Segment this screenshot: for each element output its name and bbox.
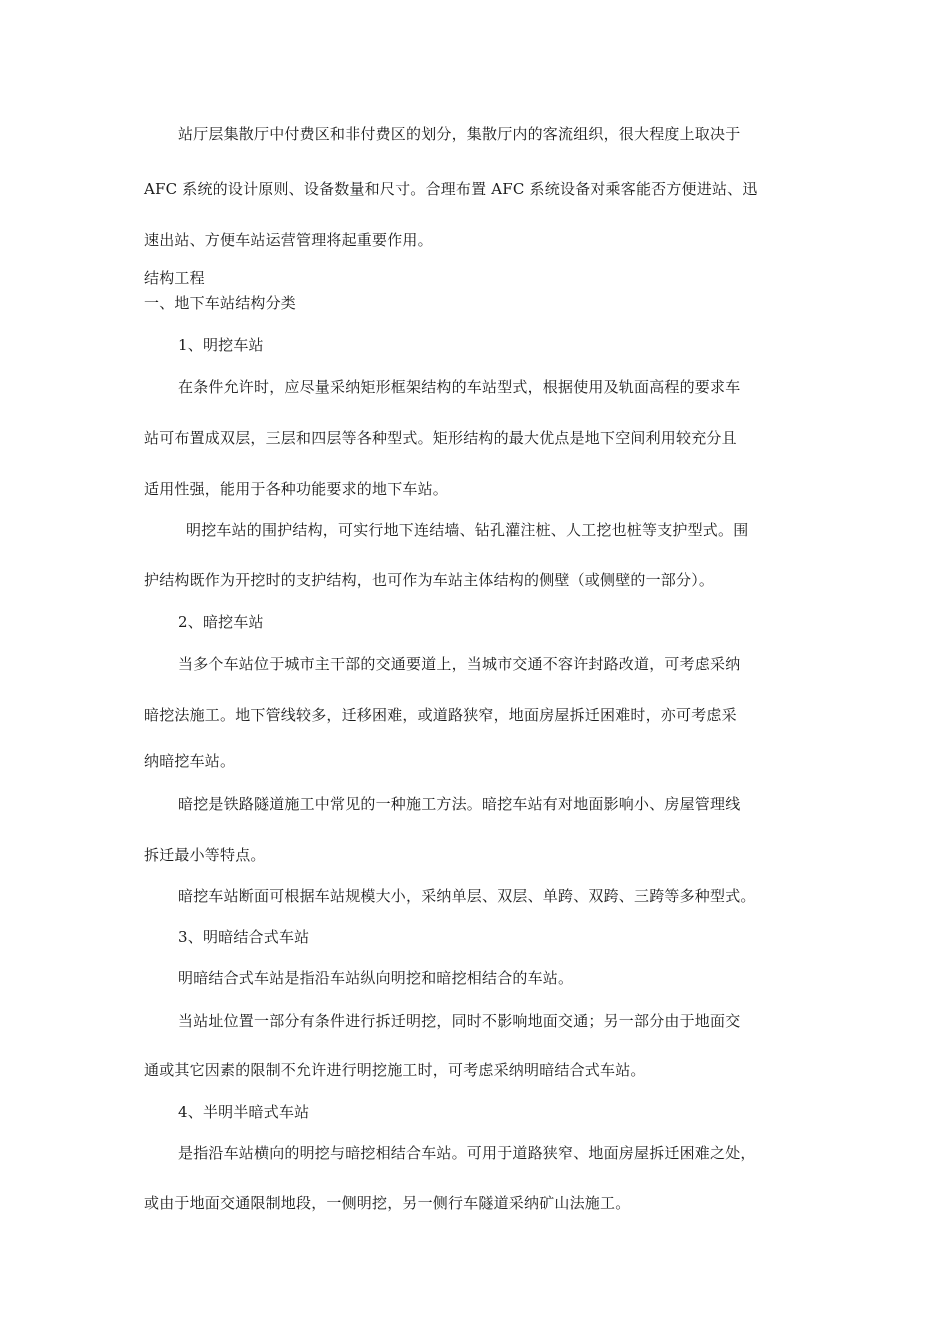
paragraph-line: 站厅层集散厅中付费区和非付费区的划分，集散厅内的客流组织，很大程度上取决于 (178, 125, 741, 143)
paragraph-line: 当站址位置一部分有条件进行拆迁明挖，同时不影响地面交通；另一部分由于地面交 (178, 1012, 741, 1030)
paragraph-line: 暗挖车站断面可根据车站规模大小，采纳单层、双层、单跨、双跨、三跨等多种型式。 (178, 887, 756, 905)
paragraph-line: 纳暗挖车站。 (144, 752, 236, 770)
paragraph-line: 站可布置成双层，三层和四层等各种型式。矩形结构的最大优点是地下空间利用较充分且 (144, 429, 737, 447)
paragraph-line: 暗挖法施工。地下管线较多，迁移困难，或道路狭窄，地面房屋拆迁困难时，亦可考虑采 (144, 706, 737, 724)
paragraph-line: 明挖车站的围护结构，可实行地下连结墙、钻孔灌注桩、人工挖也桩等支护型式。围 (186, 521, 749, 539)
paragraph-line: 速出站、方便车站运营管理将起重要作用。 (144, 231, 433, 249)
paragraph-line: 暗挖是铁路隧道施工中常见的一种施工方法。暗挖车站有对地面影响小、房屋管理线 (178, 795, 741, 813)
paragraph-line: 护结构既作为开挖时的支护结构，也可作为车站主体结构的侧壁（或侧壁的一部分）。 (144, 571, 715, 589)
paragraph-line: AFC 系统的设计原则、设备数量和尺寸。合理布置 AFC 系统设备对乘客能否方便进站、迅 (144, 180, 758, 198)
paragraph-line: 在条件允许时，应尽量采纳矩形框架结构的车站型式，根据使用及轨面高程的要求车 (178, 378, 741, 396)
item-heading: 4、半明半暗式车站 (178, 1103, 310, 1121)
section-subheading: 一、地下车站结构分类 (144, 294, 297, 312)
paragraph-line: 适用性强，能用于各种功能要求的地下车站。 (144, 480, 449, 498)
paragraph-line: 拆迁最小等特点。 (144, 846, 266, 864)
paragraph-line: 通或其它因素的限制不允许进行明挖施工时，可考虑采纳明暗结合式车站。 (144, 1061, 646, 1079)
item-heading: 1、明挖车站 (178, 336, 264, 354)
section-heading: 结构工程 (144, 269, 205, 287)
paragraph-line: 是指沿车站横向的明挖与暗挖相结合车站。可用于道路狭窄、地面房屋拆迁困难之处， (178, 1144, 756, 1162)
paragraph-line: 当多个车站位于城市主干部的交通要道上，当城市交通不容许封路改道，可考虑采纳 (178, 655, 741, 673)
paragraph-line: 或由于地面交通限制地段，一侧明挖，另一侧行车隧道采纳矿山法施工。 (144, 1194, 631, 1212)
paragraph-line: 明暗结合式车站是指沿车站纵向明挖和暗挖相结合的车站。 (178, 969, 574, 987)
item-heading: 2、暗挖车站 (178, 613, 264, 631)
item-heading: 3、明暗结合式车站 (178, 928, 310, 946)
